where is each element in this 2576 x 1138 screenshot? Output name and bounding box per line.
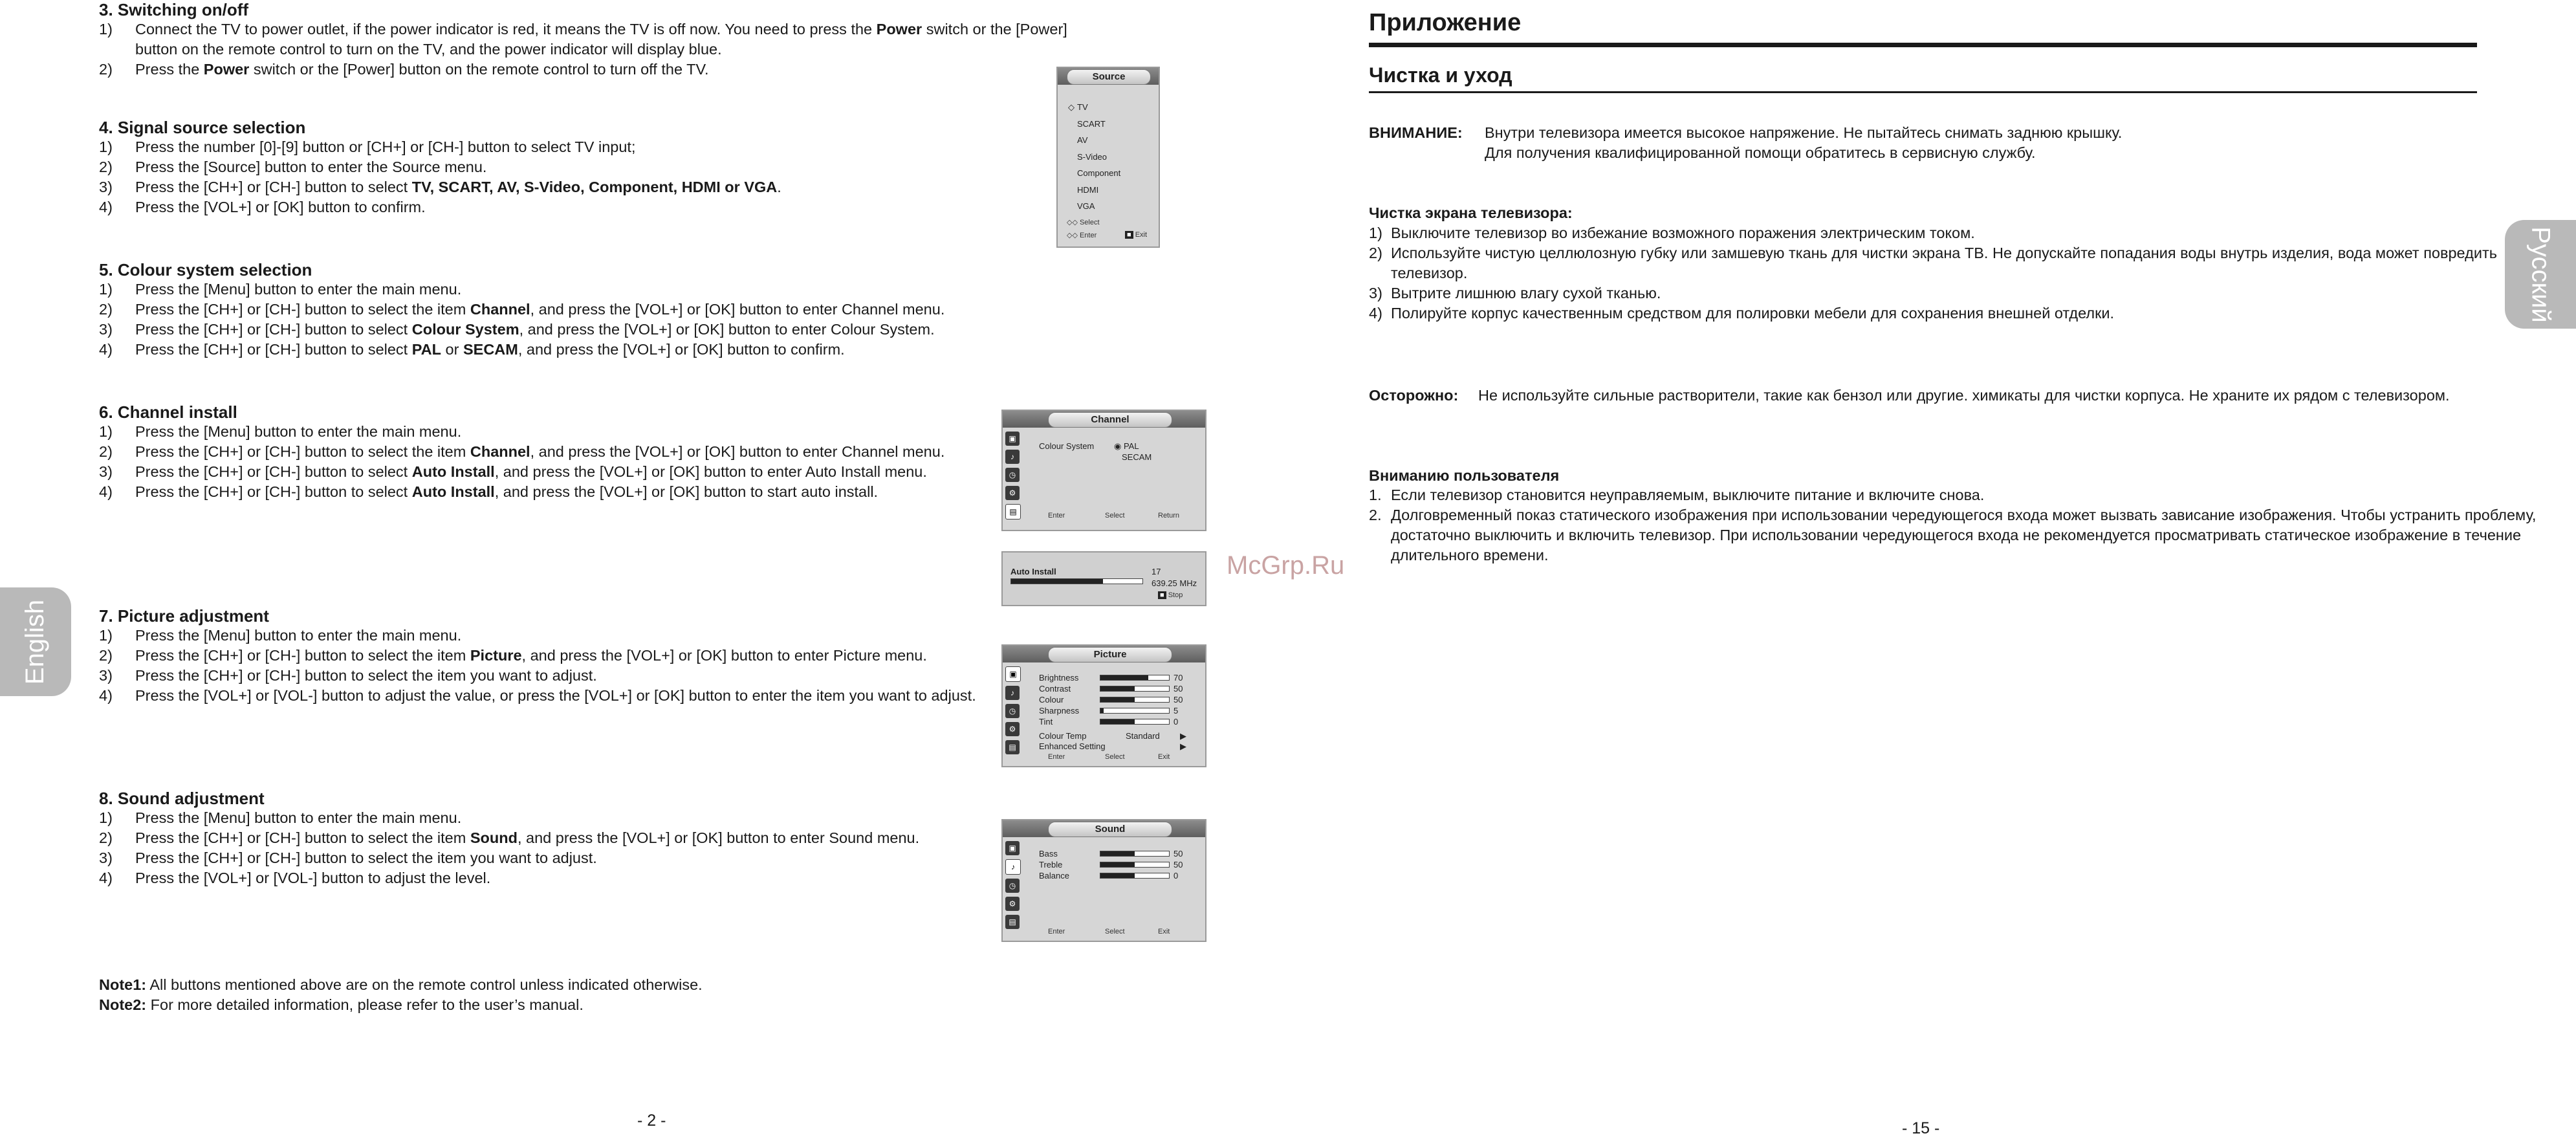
- instruction-section: [99, 260, 1069, 360]
- list-item: 2. Долговременный показ статического изображения при использовании чередующегося входа может вызвать зависание изображения. Чтобы устранить проблему, достаточно выключить и включить телевизор. При использовании чередующегося входа не рекомендуется просматривать статическое изображение в течение длительного времени.: [1369, 507, 2537, 564]
- step-item: [99, 666, 998, 686]
- setup-icon: ⚙: [1005, 722, 1020, 736]
- section-title: 8. Sound adjustment: [99, 789, 265, 808]
- list-item: 1. Если телевизор становится неуправляемым, выключите питание и включите снова.: [1369, 487, 1985, 503]
- source-option: SCART: [1077, 118, 1106, 129]
- step-item: [99, 320, 1069, 340]
- auto-install-progress: [1010, 578, 1143, 584]
- menu-icon-column: [1005, 666, 1023, 758]
- section-title: 5. Colour system selection: [99, 260, 312, 279]
- exit-key-icon: ■: [1125, 231, 1133, 239]
- step-item: [99, 442, 998, 462]
- step-text: Press the [CH+] or [CH-] button to select: [135, 341, 412, 358]
- step-text: Press the [VOL+] or [VOL-] button to adjust the level.: [135, 870, 491, 886]
- language-tab-english: English: [0, 587, 71, 696]
- step-text: Press the: [135, 61, 204, 78]
- screen-cleaning-list: [1369, 223, 2555, 323]
- screen-cleaning-title: Чистка экрана телевизора:: [1369, 204, 1573, 221]
- caution-block: Осторожно:: [1369, 387, 1459, 404]
- step-item: [99, 828, 998, 848]
- step-item: [99, 422, 998, 442]
- step-text: , and press the [VOL+] or [OK] button to start auto install.: [494, 483, 879, 500]
- source-option: S-Video: [1077, 151, 1108, 162]
- step-number: 4): [99, 199, 113, 215]
- step-item: [99, 462, 998, 482]
- setting-slider: [1100, 675, 1170, 681]
- step-emphasis: Auto Install: [411, 483, 495, 500]
- step-item: [99, 482, 998, 502]
- step-emphasis: Sound: [470, 829, 518, 846]
- setting-slider: [1100, 708, 1170, 714]
- care-subtitle: Чистка и уход: [1369, 63, 1512, 87]
- picture-menu-title: Picture: [1048, 647, 1172, 662]
- list-item: 1) Выключите телевизор во избежание возможного поражения электрическим током.: [1369, 224, 1975, 241]
- step-number: 4): [99, 870, 113, 886]
- setting-label: Bass: [1039, 849, 1058, 859]
- instruction-section: [99, 402, 998, 502]
- step-item: [99, 868, 998, 888]
- step-item: [99, 19, 1069, 60]
- step-text: switch or the [Power] button on the remote control to turn off the TV.: [249, 61, 709, 78]
- note-2: Note2: For more detailed information, please refer to the user’s manual.: [99, 996, 584, 1013]
- step-text: .: [777, 179, 781, 195]
- step-emphasis: TV, SCART, AV, S-Video, Component, HDMI or VGA: [411, 179, 778, 195]
- source-option: VGA: [1077, 201, 1095, 211]
- step-text: Press the [Menu] button to enter the main menu.: [135, 809, 462, 826]
- step-text: Press the [CH+] or [CH-] button to select the item: [135, 829, 470, 846]
- setting-value: 50: [1173, 684, 1183, 694]
- step-emphasis: SECAM: [463, 341, 518, 358]
- warning-block: ВНИМАНИЕ:: [1369, 124, 1463, 141]
- instruction-section: [99, 789, 998, 888]
- step-text: Press the [CH+] or [CH-] button to select the item you want to adjust.: [135, 849, 597, 866]
- step-number: 3): [99, 667, 113, 684]
- step-emphasis: Picture: [470, 647, 522, 664]
- setting-value: 0: [1173, 717, 1179, 727]
- source-menu-screenshot: Source ◇ TV SCART AV S-Video Component HDMI VGA ◇◇ Select ◇◇ Enter ■ Exit: [1056, 67, 1160, 248]
- setting-label: Brightness: [1039, 673, 1079, 683]
- setup-icon: ⚙: [1005, 486, 1020, 500]
- section-title: 4. Signal source selection: [99, 118, 306, 137]
- step-number: 3): [99, 179, 113, 195]
- setting-slider: [1100, 851, 1170, 857]
- step-emphasis: Colour System: [411, 321, 519, 338]
- step-number: 2): [99, 61, 113, 78]
- auto-install-screenshot: Auto Install 17 639.25 MHz ■ Stop: [1001, 551, 1206, 606]
- step-item: [99, 848, 998, 868]
- sound-menu-screenshot: Sound ▣ ♪ ◷ ⚙ ▤ Bass 50 Treble 50 Balance 0 Enter Select Exit: [1001, 819, 1206, 942]
- step-number: 2): [99, 443, 113, 460]
- list-item: 4) Полируйте корпус качественным средством для полировки мебели для сохранения внешней отделки.: [1369, 305, 2115, 322]
- step-item: [99, 197, 1069, 217]
- sound-icon: ♪: [1005, 686, 1020, 700]
- step-text: Press the [Menu] button to enter the main menu.: [135, 627, 462, 644]
- stop-key-icon: ■: [1158, 591, 1166, 599]
- step-item: [99, 60, 1069, 80]
- step-emphasis: Auto Install: [411, 463, 495, 480]
- section-title: 3. Switching on/off: [99, 0, 249, 19]
- step-item: [99, 279, 1069, 300]
- step-text: Press the [CH+] or [CH-] button to select the item you want to adjust.: [135, 667, 597, 684]
- sound-menu-title: Sound: [1048, 822, 1172, 837]
- step-item: [99, 157, 1069, 177]
- source-option: HDMI: [1077, 184, 1099, 195]
- page-number-left: - 2 -: [637, 1111, 666, 1130]
- step-number: 2): [99, 647, 113, 664]
- step-item: [99, 137, 1069, 157]
- user-attention-list: [1369, 485, 2555, 565]
- channel-icon: ▤: [1005, 740, 1020, 754]
- setting-value: 5: [1173, 706, 1179, 716]
- setting-label: Contrast: [1039, 684, 1071, 694]
- radio-selected-icon: ◉: [1114, 441, 1122, 451]
- setting-label: Balance: [1039, 871, 1069, 881]
- step-text: , and press the [VOL+] or [OK] button to enter Picture menu.: [521, 647, 927, 664]
- step-text: , and press the [VOL+] or [OK] button to enter Channel menu.: [530, 301, 945, 318]
- picture-icon: ▣: [1005, 666, 1021, 682]
- setting-slider: [1100, 862, 1170, 868]
- step-text: or: [441, 341, 463, 358]
- step-number: 4): [99, 483, 113, 500]
- step-item: [99, 300, 1069, 320]
- step-number: 1): [99, 423, 113, 440]
- clock-icon: ◷: [1005, 704, 1020, 718]
- source-menu-title: Source: [1067, 69, 1151, 85]
- step-number: 2): [99, 159, 113, 175]
- step-text: Press the [Menu] button to enter the main menu.: [135, 423, 462, 440]
- step-text: Press the [CH+] or [CH-] button to select the item: [135, 443, 470, 460]
- step-text: Connect the TV to power outlet, if the power indicator is red, it means the TV is off now. You need to press the: [135, 21, 877, 38]
- step-number: 1): [99, 138, 113, 155]
- appendix-title: Приложение: [1369, 9, 1522, 36]
- setting-slider: [1100, 719, 1170, 725]
- step-emphasis: Power: [203, 61, 250, 78]
- step-item: [99, 646, 998, 666]
- picture-icon: ▣: [1005, 432, 1020, 446]
- step-text: Press the [Menu] button to enter the main menu.: [135, 281, 462, 298]
- list-item: 3) Вытрите лишнюю влагу сухой тканью.: [1369, 285, 1661, 301]
- channel-menu-title: Channel: [1048, 412, 1172, 428]
- step-emphasis: Channel: [470, 301, 530, 318]
- step-item: [99, 177, 1069, 197]
- step-number: 3): [99, 321, 113, 338]
- section-title: 7. Picture adjustment: [99, 606, 269, 626]
- step-text: Press the [CH+] or [CH-] button to select: [135, 483, 412, 500]
- setting-value: 50: [1173, 695, 1183, 705]
- menu-icon-column: [1005, 841, 1023, 933]
- step-item: [99, 340, 1069, 360]
- source-list: [1068, 99, 1120, 215]
- arrow-right-icon: ▶: [1180, 741, 1186, 751]
- picture-icon: ▣: [1005, 841, 1020, 855]
- note-1: Note1: All buttons mentioned above are on the remote control unless indicated otherwise.: [99, 976, 703, 993]
- step-text: switch or the [Power] button on the remote control to turn on the TV, and the power indicator will display blue.: [135, 21, 1067, 58]
- step-text: Press the [VOL+] or [VOL-] button to adjust the value, or press the [VOL+] or [OK] button to enter the item you want to adjust.: [135, 687, 976, 704]
- page-number-right: - 15 -: [1902, 1119, 1940, 1137]
- step-item: [99, 626, 998, 646]
- language-tab-russian: Русский: [2505, 220, 2576, 329]
- setting-value: 50: [1173, 849, 1183, 859]
- arrow-right-icon: ▶: [1180, 731, 1186, 741]
- menu-icon-column: [1005, 432, 1023, 523]
- step-emphasis: Channel: [470, 443, 530, 460]
- setting-value: 0: [1173, 871, 1179, 881]
- step-number: 1): [99, 627, 113, 644]
- step-text: Press the [CH+] or [CH-] button to select the item: [135, 301, 470, 318]
- step-text: Press the [CH+] or [CH-] button to select the item: [135, 647, 470, 664]
- setting-label: Colour: [1039, 695, 1064, 705]
- step-number: 3): [99, 463, 113, 480]
- setting-label: Sharpness: [1039, 706, 1080, 716]
- step-text: , and press the [VOL+] or [OK] button to enter Colour System.: [519, 321, 935, 338]
- step-text: , and press the [VOL+] or [OK] button to enter Channel menu.: [530, 443, 945, 460]
- step-number: 4): [99, 341, 113, 358]
- step-number: 1): [99, 21, 113, 38]
- channel-menu-screenshot: Channel ▣ ♪ ◷ ⚙ ▤ Colour System ◉ PAL SECAM Enter Select Return: [1001, 410, 1206, 531]
- step-item: [99, 686, 998, 706]
- setting-slider: [1100, 873, 1170, 879]
- step-text: Press the [CH+] or [CH-] button to select: [135, 179, 412, 195]
- selected-marker-icon: ◇: [1068, 102, 1075, 112]
- setting-value: 70: [1173, 673, 1183, 683]
- step-text: , and press the [VOL+] or [OK] button to enter Auto Install menu.: [494, 463, 927, 480]
- clock-icon: ◷: [1005, 879, 1020, 893]
- list-item: 2) Используйте чистую целлюлозную губку или замшевую ткань для чистки экрана ТВ. Не допускайте попадания воды внутрь изделия, вода может повредить телевизор.: [1369, 245, 2497, 281]
- step-text: , and press the [VOL+] or [OK] button to confirm.: [518, 341, 845, 358]
- step-item: [99, 808, 998, 828]
- step-text: , and press the [VOL+] or [OK] button to enter Sound menu.: [517, 829, 920, 846]
- step-number: 2): [99, 301, 113, 318]
- step-number: 3): [99, 849, 113, 866]
- source-option: Component: [1077, 168, 1121, 178]
- section-title: 6. Channel install: [99, 402, 237, 422]
- user-attention-title: Вниманию пользователя: [1369, 467, 1560, 484]
- instruction-section: [99, 0, 1069, 80]
- step-text: Press the [CH+] or [CH-] button to select: [135, 463, 412, 480]
- subtitle-rule: [1369, 91, 2477, 93]
- picture-menu-screenshot: Picture ▣ ♪ ◷ ⚙ ▤ Brightness 70 Contrast 50 Colour 50 Sharpness 5 Tint 0 Colour Temp Standard ▶ Enhanced Setting ▶ Enter Select Exit: [1001, 644, 1206, 767]
- step-text: Press the [VOL+] or [OK] button to confirm.: [135, 199, 426, 215]
- source-option: AV: [1077, 135, 1088, 145]
- step-text: Press the number [0]-[9] button or [CH+] or [CH-] button to select TV input;: [135, 138, 636, 155]
- step-emphasis: Power: [876, 21, 922, 38]
- watermark: McGrp.Ru: [1227, 551, 1345, 580]
- title-rule: [1369, 43, 2477, 47]
- setting-label: Tint: [1039, 717, 1053, 727]
- instruction-section: [99, 606, 998, 706]
- clock-icon: ◷: [1005, 468, 1020, 482]
- source-option: ◇ TV: [1068, 99, 1120, 116]
- sound-icon: ♪: [1005, 859, 1021, 875]
- step-number: 1): [99, 281, 113, 298]
- channel-icon: ▤: [1005, 915, 1020, 929]
- step-text: Press the [CH+] or [CH-] button to select: [135, 321, 412, 338]
- setting-value: 50: [1173, 860, 1183, 870]
- instruction-section: [99, 118, 1069, 217]
- channel-icon: ▤: [1005, 504, 1021, 520]
- step-emphasis: PAL: [411, 341, 442, 358]
- setup-icon: ⚙: [1005, 897, 1020, 911]
- step-number: 4): [99, 687, 113, 704]
- step-text: Press the [Source] button to enter the Source menu.: [135, 159, 487, 175]
- setting-slider: [1100, 697, 1170, 703]
- setting-slider: [1100, 686, 1170, 692]
- setting-label: Treble: [1039, 860, 1063, 870]
- step-number: 1): [99, 809, 113, 826]
- sound-icon: ♪: [1005, 450, 1020, 464]
- step-number: 2): [99, 829, 113, 846]
